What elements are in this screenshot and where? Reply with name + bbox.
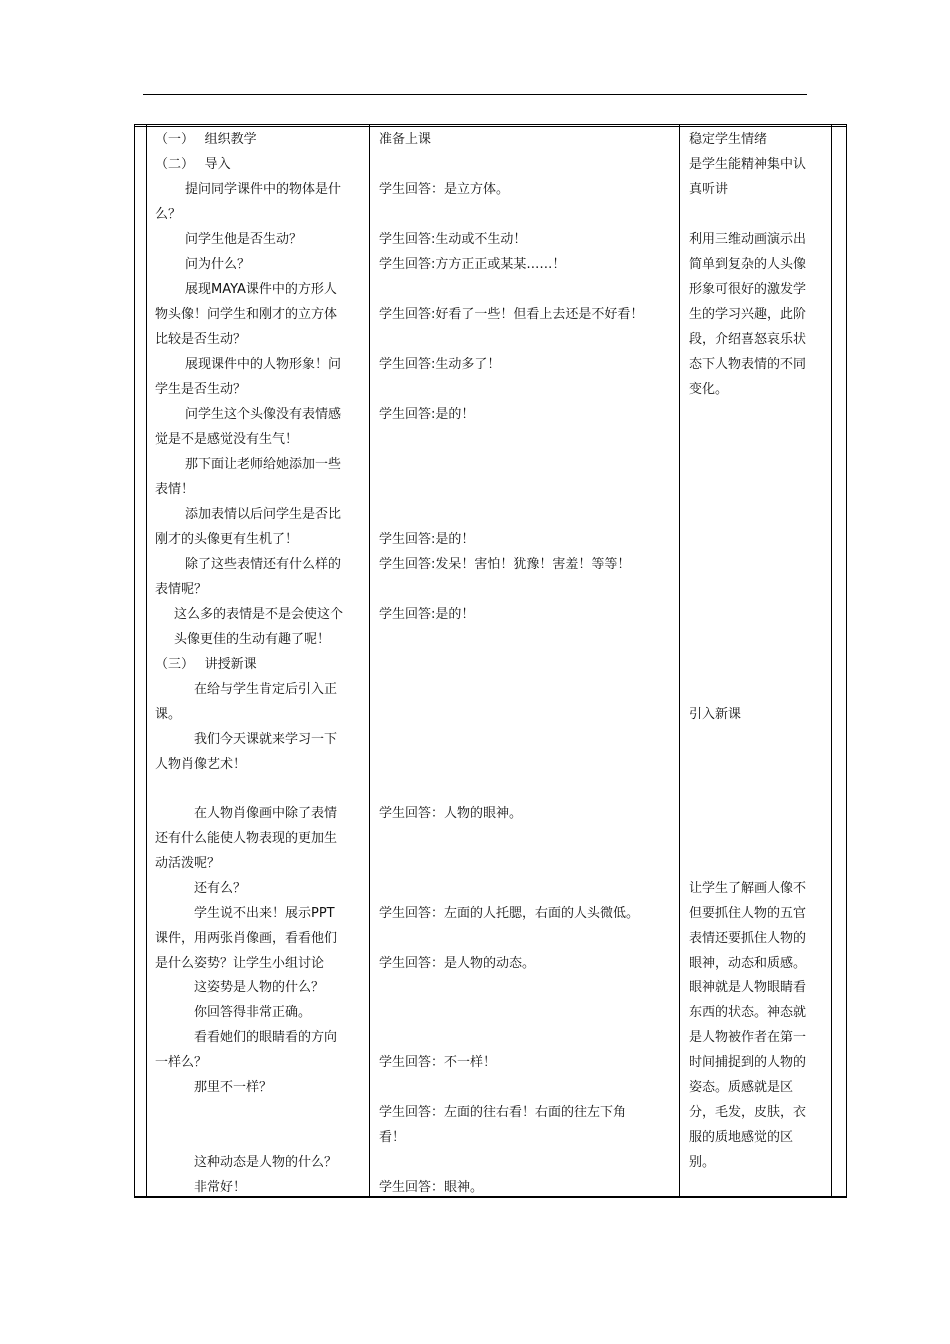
text-line: 学生回答：左面的人托腮，右面的人头微低。: [379, 906, 640, 921]
text-line: 提问同学课件中的物体是什: [185, 182, 342, 197]
text-line: 还有么？: [194, 881, 247, 896]
text-line: 学生回答:好看了一些！但看上去还是不好看！: [379, 307, 644, 322]
text-line: 是人物被作者在第一: [689, 1030, 807, 1045]
text-line: 学生回答:生动多了！: [379, 357, 501, 372]
text-line: 看看她们的眼睛看的方向: [194, 1030, 338, 1045]
text-line: 在人物肖像画中除了表情: [194, 806, 338, 821]
text-line: 东西的状态。神态就: [689, 1005, 807, 1020]
table-left-inner-rule: [146, 124, 147, 1198]
text-line: 么？: [155, 207, 182, 222]
text-line: 头像更佳的生动有趣了呢！: [174, 632, 331, 647]
text-line: 人物肖像艺术！: [155, 757, 247, 772]
text-line: 看！: [379, 1130, 406, 1145]
text-line: 还有什么能使人物表现的更加生: [155, 831, 338, 846]
text-line: 课件，用两张肖像画，看看他们: [155, 931, 338, 946]
text-line: 利用三维动画演示出: [689, 232, 807, 247]
text-line: 眼神，动态和质感。: [689, 956, 807, 971]
text-line: 引入新课: [689, 707, 742, 722]
text-line: 觉是不是感觉没有生气！: [155, 432, 299, 447]
text-line: 学生回答:生动或不生动！: [379, 232, 527, 247]
text-line: 让学生了解画人像不: [689, 881, 807, 896]
text-line: 刚才的头像更有生机了！: [155, 532, 299, 547]
text-line: 课。: [155, 707, 182, 722]
text-line: 服的质地感觉的区: [689, 1130, 794, 1145]
text-line: 一样么？: [155, 1055, 208, 1070]
table-top-double-rule: [134, 126, 847, 127]
text-line: 生的学习兴趣，此阶: [689, 307, 807, 322]
text-line: 比较是否生动？: [155, 332, 247, 347]
text-line: 展现课件中的人物形象！问: [185, 357, 342, 372]
text-line: 学生回答：是立方体。: [379, 182, 510, 197]
text-line: 学生说不出来！展示PPT: [194, 906, 335, 921]
text-line: 学生回答：眼神。: [379, 1180, 484, 1195]
text-line: 那里不一样？: [194, 1080, 273, 1095]
text-line: 态下人物表情的不同: [689, 357, 807, 372]
text-line: 眼神就是人物眼睛看: [689, 980, 807, 995]
text-line: 学生回答：不一样！: [379, 1055, 497, 1070]
text-line: 问为什么？: [185, 257, 251, 272]
text-line: 简单到复杂的人头像: [689, 257, 807, 272]
text-line: 添加表情以后问学生是否比: [185, 507, 342, 522]
text-line: 在给与学生肯定后引入正: [194, 682, 338, 697]
text-line: 学生回答:发呆！害怕！犹豫！害羞！等等！: [379, 557, 631, 572]
text-line: 学生回答:方方正正或某某……！: [379, 257, 566, 272]
text-line: 但要抓住人物的五官: [689, 906, 807, 921]
text-line: 问学生这个头像没有表情感: [185, 407, 342, 422]
table-right-inner-rule: [831, 124, 832, 1198]
text-line: 那下面让老师给她添加一些: [185, 457, 342, 472]
column-divider-1: [369, 124, 370, 1198]
text-line: 别。: [689, 1155, 716, 1170]
text-line: 问学生他是否生动？: [185, 232, 303, 247]
text-line: 动活泼呢？: [155, 856, 221, 871]
text-line: 学生是否生动？: [155, 382, 247, 397]
text-line: 学生回答:是的！: [379, 407, 475, 422]
text-line: 准备上课: [379, 132, 432, 147]
text-line: 学生回答：人物的眼神。: [379, 806, 523, 821]
text-line: 学生回答：是人物的动态。: [379, 956, 536, 971]
header-rule: [143, 94, 807, 95]
text-line: 除了这些表情还有什么样的: [185, 557, 342, 572]
text-line: 学生回答：左面的往右看！右面的往左下角: [379, 1105, 627, 1120]
text-line: 段，介绍喜怒哀乐状: [689, 332, 807, 347]
text-line: 学生回答:是的！: [379, 607, 475, 622]
text-line: 分，毛发，皮肤，衣: [689, 1105, 807, 1120]
text-line: 物头像！问学生和刚才的立方体: [155, 307, 338, 322]
text-line: 你回答得非常正确。: [194, 1005, 312, 1020]
text-line: 这种动态是人物的什么？: [194, 1155, 338, 1170]
text-line: 姿态。质感就是区: [689, 1080, 794, 1095]
text-line: 表情！: [155, 482, 195, 497]
text-line: 稳定学生情绪: [689, 132, 768, 147]
column-divider-2: [679, 124, 680, 1198]
text-line: 学生回答:是的！: [379, 532, 475, 547]
text-line: 是学生能精神集中认: [689, 157, 807, 172]
text-line: 真听讲: [689, 182, 729, 197]
text-line: 表情还要抓住人物的: [689, 931, 807, 946]
section-heading: （一） 组织教学: [155, 132, 257, 147]
text-line: 这么多的表情是不是会使这个: [174, 607, 344, 622]
text-line: 变化。: [689, 382, 729, 397]
text-line: 非常好！: [194, 1180, 247, 1195]
text-line: 是什么姿势？让学生小组讨论: [155, 956, 325, 971]
text-line: 这姿势是人物的什么？: [194, 980, 325, 995]
text-line: 形象可很好的激发学: [689, 282, 807, 297]
section-heading: （三） 讲授新课: [155, 657, 257, 672]
text-line: 时间捕捉到的人物的: [689, 1055, 807, 1070]
text-line: 表情呢？: [155, 582, 208, 597]
text-line: 展现MAYA课件中的方形人: [185, 282, 337, 297]
section-heading: （二） 导入: [155, 157, 231, 172]
text-line: 我们今天课就来学习一下: [194, 732, 338, 747]
